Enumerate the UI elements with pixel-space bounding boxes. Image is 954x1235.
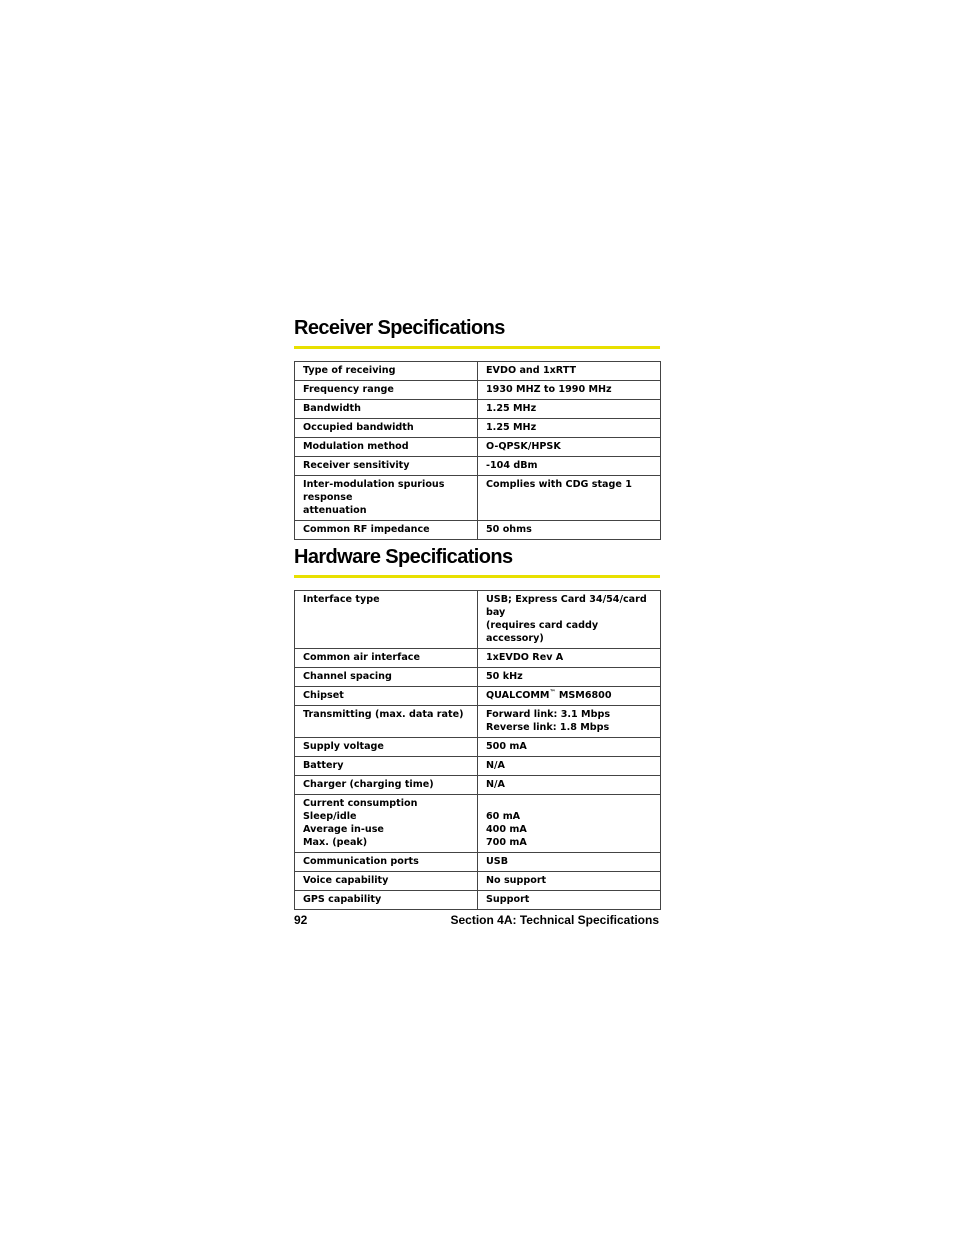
- table-row: [295, 687, 661, 706]
- table-row: [295, 362, 661, 381]
- spec-label: Channel spacing: [295, 668, 478, 687]
- spec-value: N/A: [478, 776, 661, 795]
- spec-label: Type of receiving: [295, 362, 478, 381]
- spec-label: Current consumption Sleep/idle Average in-use Max. (peak): [295, 795, 478, 853]
- table-row: [295, 438, 661, 457]
- spec-value: 1.25 MHz: [478, 400, 661, 419]
- spec-label: Modulation method: [295, 438, 478, 457]
- table-row: [295, 476, 661, 521]
- spec-value: Support: [478, 891, 661, 910]
- spec-value: [478, 687, 661, 706]
- table-row: [295, 795, 661, 853]
- spec-value: 500 mA: [478, 738, 661, 757]
- spec-label: Occupied bandwidth: [295, 419, 478, 438]
- table-row: [295, 668, 661, 687]
- spec-value: USB; Express Card 34/54/card bay (requires card caddy accessory): [478, 591, 661, 649]
- spec-value: 50 kHz: [478, 668, 661, 687]
- spec-label: Common air interface: [295, 649, 478, 668]
- spec-label: GPS capability: [295, 891, 478, 910]
- table-row: [295, 381, 661, 400]
- spec-value: -104 dBm: [478, 457, 661, 476]
- table-row: [295, 649, 661, 668]
- spec-label: Chipset: [295, 687, 478, 706]
- table-row: [295, 521, 661, 540]
- table-row: [295, 776, 661, 795]
- hardware-specifications-heading: Hardware Specifications: [294, 545, 660, 578]
- table-row: [295, 400, 661, 419]
- spec-value: 1930 MHZ to 1990 MHz: [478, 381, 661, 400]
- spec-label: Charger (charging time): [295, 776, 478, 795]
- footer-section-label: Section 4A: Technical Specifications: [450, 913, 659, 927]
- spec-label: Frequency range: [295, 381, 478, 400]
- spec-label: Communication ports: [295, 853, 478, 872]
- spec-value: Complies with CDG stage 1: [478, 476, 661, 521]
- table-row: [295, 419, 661, 438]
- spec-label: Common RF impedance: [295, 521, 478, 540]
- spec-label: Supply voltage: [295, 738, 478, 757]
- spec-label: Interface type: [295, 591, 478, 649]
- table-row: [295, 872, 661, 891]
- table-row: [295, 591, 661, 649]
- chipset-brand: QUALCOMM: [486, 690, 550, 701]
- spec-value: 50 ohms: [478, 521, 661, 540]
- spec-value: 1.25 MHz: [478, 419, 661, 438]
- spec-label: Battery: [295, 757, 478, 776]
- spec-label: Voice capability: [295, 872, 478, 891]
- spec-label: Transmitting (max. data rate): [295, 706, 478, 738]
- spec-label: Inter-modulation spurious response attenuation: [295, 476, 478, 521]
- spec-value: No support: [478, 872, 661, 891]
- spec-label: Bandwidth: [295, 400, 478, 419]
- spec-value: EVDO and 1xRTT: [478, 362, 661, 381]
- table-row: [295, 853, 661, 872]
- spec-value: 1xEVDO Rev A: [478, 649, 661, 668]
- receiver-specifications-table: [294, 361, 661, 540]
- chipset-model: MSM6800: [555, 690, 612, 701]
- spec-value: O-QPSK/HPSK: [478, 438, 661, 457]
- spec-value: N/A: [478, 757, 661, 776]
- spec-value: 60 mA 400 mA 700 mA: [478, 795, 661, 853]
- hardware-specifications-table: [294, 590, 661, 910]
- table-row: [295, 738, 661, 757]
- table-row: [295, 757, 661, 776]
- table-row: [295, 891, 661, 910]
- page-number: 92: [294, 913, 308, 927]
- trademark-symbol: ™: [549, 688, 556, 696]
- spec-label: Receiver sensitivity: [295, 457, 478, 476]
- table-row: [295, 457, 661, 476]
- table-row: [295, 706, 661, 738]
- spec-value: USB: [478, 853, 661, 872]
- receiver-specifications-heading: Receiver Specifications: [294, 316, 660, 349]
- spec-value: Forward link: 3.1 Mbps Reverse link: 1.8 Mbps: [478, 706, 661, 738]
